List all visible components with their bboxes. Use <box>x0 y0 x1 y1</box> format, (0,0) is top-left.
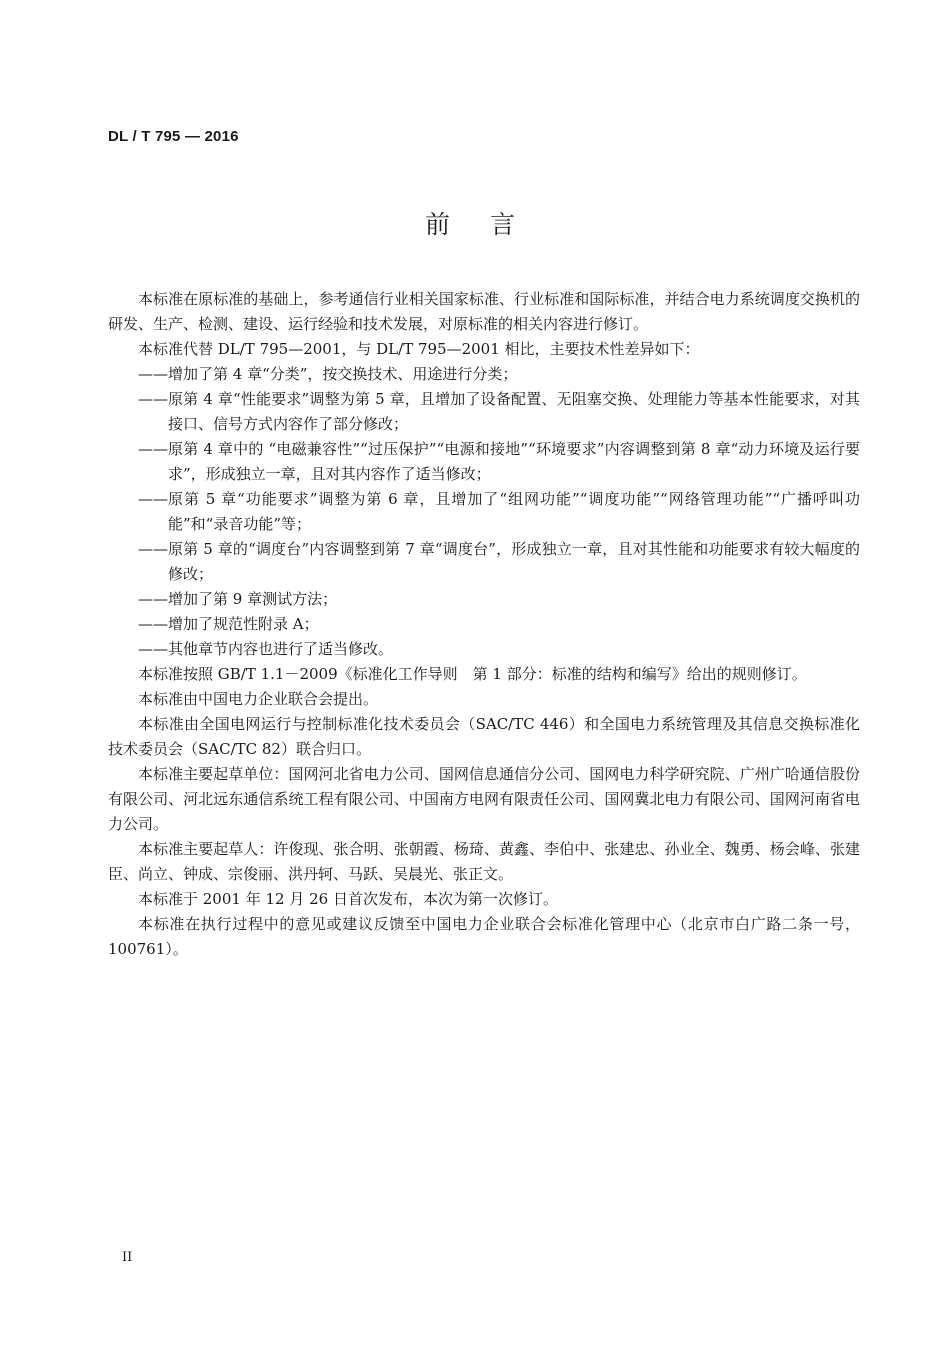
paragraph-basis: 本标准在原标准的基础上，参考通信行业相关国家标准、行业标准和国际标准，并结合电力系统调度交换机的研发、生产、检测、建设、运行经验和技术发展，对原标准的相关内容进行修订。 <box>108 290 860 333</box>
dash-mark: —— <box>138 540 168 558</box>
paragraph-drafting-units: 本标准主要起草单位：国网河北省电力公司、国网信息通信分公司、国网电力科学研究院、广州广哈通信股份有限公司、河北远东通信系统工程有限公司、中国南方电网有限责任公司、国网冀北电力有限公司、国网河南省电力公司。 <box>108 765 860 833</box>
change-text: 增加了第 4 章“分类”，按交换技术、用途进行分类； <box>168 365 518 383</box>
change-text: 增加了规范性附录 A； <box>168 615 319 633</box>
change-text: 原第 4 章“性能要求”调整为第 5 章，且增加了设备配置、无阻塞交换、处理能力等基本性能要求，对其接口、信号方式内容作了部分修改； <box>168 390 860 433</box>
foreword-body <box>108 287 860 962</box>
dash-mark: —— <box>138 365 168 383</box>
paragraph-drafting-rules: 本标准按照 GB/T 1.1－2009《标准化工作导则 第 1 部分：标准的结构和编写》给出的规则修订。 <box>138 665 807 683</box>
dash-mark: —— <box>138 590 168 608</box>
change-item <box>108 387 860 437</box>
paragraph-drafters: 本标准主要起草人：许俊现、张合明、张朝霞、杨琦、黄鑫、李伯中、张建忠、孙业全、魏勇、杨会峰、张建臣、尚立、钟成、宗俊丽、洪丹轲、马跃、吴晨光、张正文。 <box>108 840 860 883</box>
change-text: 原第 5 章的“调度台”内容调整到第 7 章“调度台”，形成独立一章，且对其性能和功能要求有较大幅度的修改； <box>168 540 860 583</box>
change-item <box>108 612 860 637</box>
paragraph-release-history: 本标准于 2001 年 12 月 26 日首次发布，本次为第一次修订。 <box>138 890 558 908</box>
dash-mark: —— <box>138 440 168 458</box>
change-item <box>108 362 860 387</box>
document-code: DL / T 795 — 2016 <box>108 128 239 145</box>
paragraph-administration: 本标准由全国电网运行与控制标准化技术委员会（SAC/TC 446）和全国电力系统管理及其信息交换标准化技术委员会（SAC/TC 82）联合归口。 <box>108 715 860 758</box>
change-text: 其他章节内容也进行了适当修改。 <box>168 640 394 658</box>
change-text: 原第 4 章中的 “电磁兼容性”“过压保护”“电源和接地”“环境要求”内容调整到第 8 章“动力环境及运行要求”，形成独立一章，且对其内容作了适当修改； <box>168 440 860 483</box>
title-char-2: 言 <box>490 210 526 239</box>
dash-mark: —— <box>138 490 168 508</box>
paragraph-replaces: 本标准代替 DL/T 795—2001，与 DL/T 795—2001 相比，主要技术性差异如下： <box>138 340 700 358</box>
change-text: 原第 5 章“功能要求”调整为第 6 章，且增加了“组网功能”“调度功能”“网络管理功能”“广播呼叫功能”和“录音功能”等； <box>168 490 860 533</box>
page-number: II <box>122 1250 133 1265</box>
change-item <box>108 637 860 662</box>
change-item <box>108 437 860 487</box>
title-char-1: 前 <box>424 210 460 239</box>
change-item <box>108 587 860 612</box>
dash-mark: —— <box>138 390 168 408</box>
dash-mark: —— <box>138 640 168 658</box>
paragraph-feedback: 本标准在执行过程中的意见或建议反馈至中国电力企业联合会标准化管理中心（北京市白广路二条一号，100761）。 <box>108 915 860 958</box>
change-text: 增加了第 9 章测试方法； <box>168 590 338 608</box>
change-item <box>108 537 860 587</box>
paragraph-proposer: 本标准由中国电力企业联合会提出。 <box>138 690 379 708</box>
change-item <box>108 487 860 537</box>
page-title <box>0 205 950 241</box>
dash-mark: —— <box>138 615 168 633</box>
